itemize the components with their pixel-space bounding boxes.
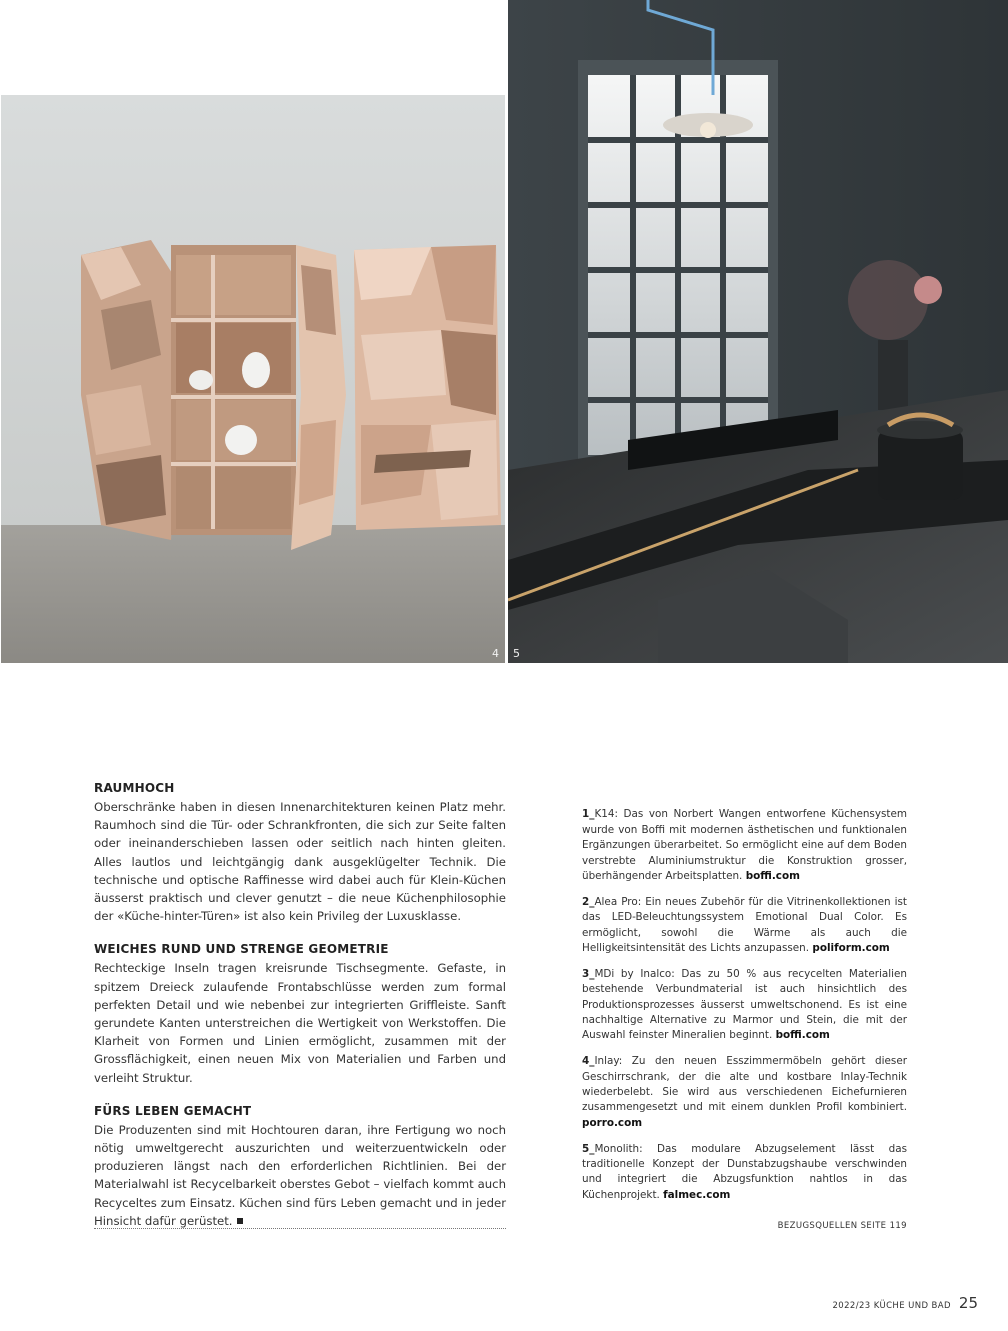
section-weiches-rund (94, 942, 506, 1086)
caption-url[interactable]: boffi.com (775, 1029, 830, 1042)
photo-number-5: 5 (513, 647, 520, 660)
section-text: Oberschränke haben in diesen Innenarchitekturen keinen Platz mehr. Raumhoch sind die Tür- oder Schrankfronten, die sich zur Seite falten oder ineinanderschieben lassen oder seitlich nach hinten gleiten. Alles lautlos und leichtgängig dank ausgeklügelter Technik. Die technische und optische Raffinesse wird dabei auch für Klein-Küchen äusserst praktisch und clever genutzt – die neue Küchenphilosophie der «Küche-hinter-Türen» ist also kein Privileg der Luxusklasse. (94, 800, 506, 924)
section-raumhoch (94, 781, 506, 925)
caption-number: 2_ (582, 895, 595, 908)
section-text-content: Die Produzenten sind mit Hochtouren daran, ihre Fertigung wo noch nötig umweltgerecht auszurichten und weiterzuentwickeln oder produzieren längst nach den erforderlichen Richtlinien. Bei der Materialwahl ist Recycelbarkeit oberstes Gebot – vielfach kommt auch Recyceltes zum Einsatz. Küchen sind fürs Leben gemacht und in jeder Hinsicht dafür gerüstet. (94, 1122, 506, 1228)
section-text: Rechteckige Inseln tragen kreisrunde Tischsegmente. Gefaste, in spitzem Dreieck zulaufende Frontabschlüsse werden zum formal perfekten Detail und wie nebenbei zur integrierten Griffleiste. Sanft gerundete Kanten unterstreichen die Wertigkeit von Werkstoffen. Die Klarheit von Formen und Linien ermöglicht, zusammen mit der Grossflächigkeit, einen neuen Mix von Materialien und Farben und verleiht Struktur. (94, 961, 506, 1085)
page-footer (833, 1294, 979, 1312)
caption-url[interactable]: porro.com (582, 1116, 643, 1129)
section-title: RAUMHOCH (94, 781, 175, 795)
section-fuers-leben (94, 1104, 506, 1230)
caption-text: K14: Das von Norbert Wangen entworfene Küchensystem wurde von Boffi mit modernen ästhetischen und funktionalen Ergänzungen überarbeitet. So ermöglicht eine auf dem Boden verstrebte Aluminiumstruktur die Konstruktion grosser, überhängender Arbeitsplatten. (582, 808, 907, 883)
section-text (94, 1121, 506, 1230)
cabinets-illustration (1, 95, 505, 663)
caption-item (582, 1054, 907, 1131)
end-mark-icon (237, 1218, 243, 1224)
bezugsquellen-page: 119 (889, 1221, 907, 1231)
caption-url[interactable]: boffi.com (745, 870, 800, 883)
page-number: 25 (958, 1294, 978, 1312)
photo-number-4: 4 (492, 647, 499, 660)
caption-number: 3_ (582, 967, 595, 980)
photo-kitchen (508, 0, 1008, 663)
article-body (94, 781, 506, 1247)
publication-title: 2022/23 KÜCHE UND BAD (832, 1301, 951, 1311)
section-title: FÜRS LEBEN GEMACHT (94, 1103, 252, 1118)
kitchen-illustration (508, 0, 1008, 663)
caption-item (582, 895, 907, 957)
caption-number: 4_ (582, 1055, 595, 1068)
caption-text: MDi by Inalco: Das zu 50 % aus recycelten Materialien bestehende Verbundmaterial ist auch hinsichtlich des Produktionsprozesses äusserst umweltschonend. Es ist eine nachhaltige Alternative zu Marmor und Stein, die mit der Auswahl feinster Mineralien beginnt. (582, 967, 907, 1042)
captions-column (582, 797, 907, 1212)
caption-url[interactable]: poliform.com (812, 942, 890, 955)
caption-text: Alea Pro: Ein neues Zubehör für die Vitrinenkollektionen ist das LED-Beleuchtungssystem Emotional Dual Color. Es ermöglicht, sowohl die Wärme als auch die Helligkeitsintensität des Lichts anzupassen. (582, 895, 907, 955)
dotted-divider (94, 1228, 506, 1229)
caption-text: Inlay: Zu den neuen Esszimmermöbeln gehört dieser Geschirrschrank, der die alte und kostbare Inlay-Technik wiederbelebt. Sie wird aus verschiedenen Eichefurnieren zusammengesetzt und mit einem dunklen Profil kombiniert. (582, 1055, 907, 1114)
bezugsquellen-reference (778, 1221, 907, 1231)
caption-number: 1_ (582, 808, 595, 821)
caption-url[interactable]: falmec.com (663, 1188, 731, 1201)
photo-cabinets (1, 95, 505, 663)
caption-text: Monolith: Das modulare Abzugselement lässt das traditionelle Konzept der Dunstabzugshaube verschwinden und integriert die Abzugsfunktion nahtlos in das Küchenprojekt. (582, 1142, 907, 1201)
caption-number: 5_ (582, 1142, 595, 1155)
caption-item (582, 807, 907, 884)
section-title: WEICHES RUND UND STRENGE GEOMETRIE (94, 942, 389, 957)
bezugsquellen-label: BEZUGSQUELLEN SEITE (777, 1221, 887, 1231)
caption-item (582, 1142, 907, 1204)
caption-item (582, 967, 907, 1044)
